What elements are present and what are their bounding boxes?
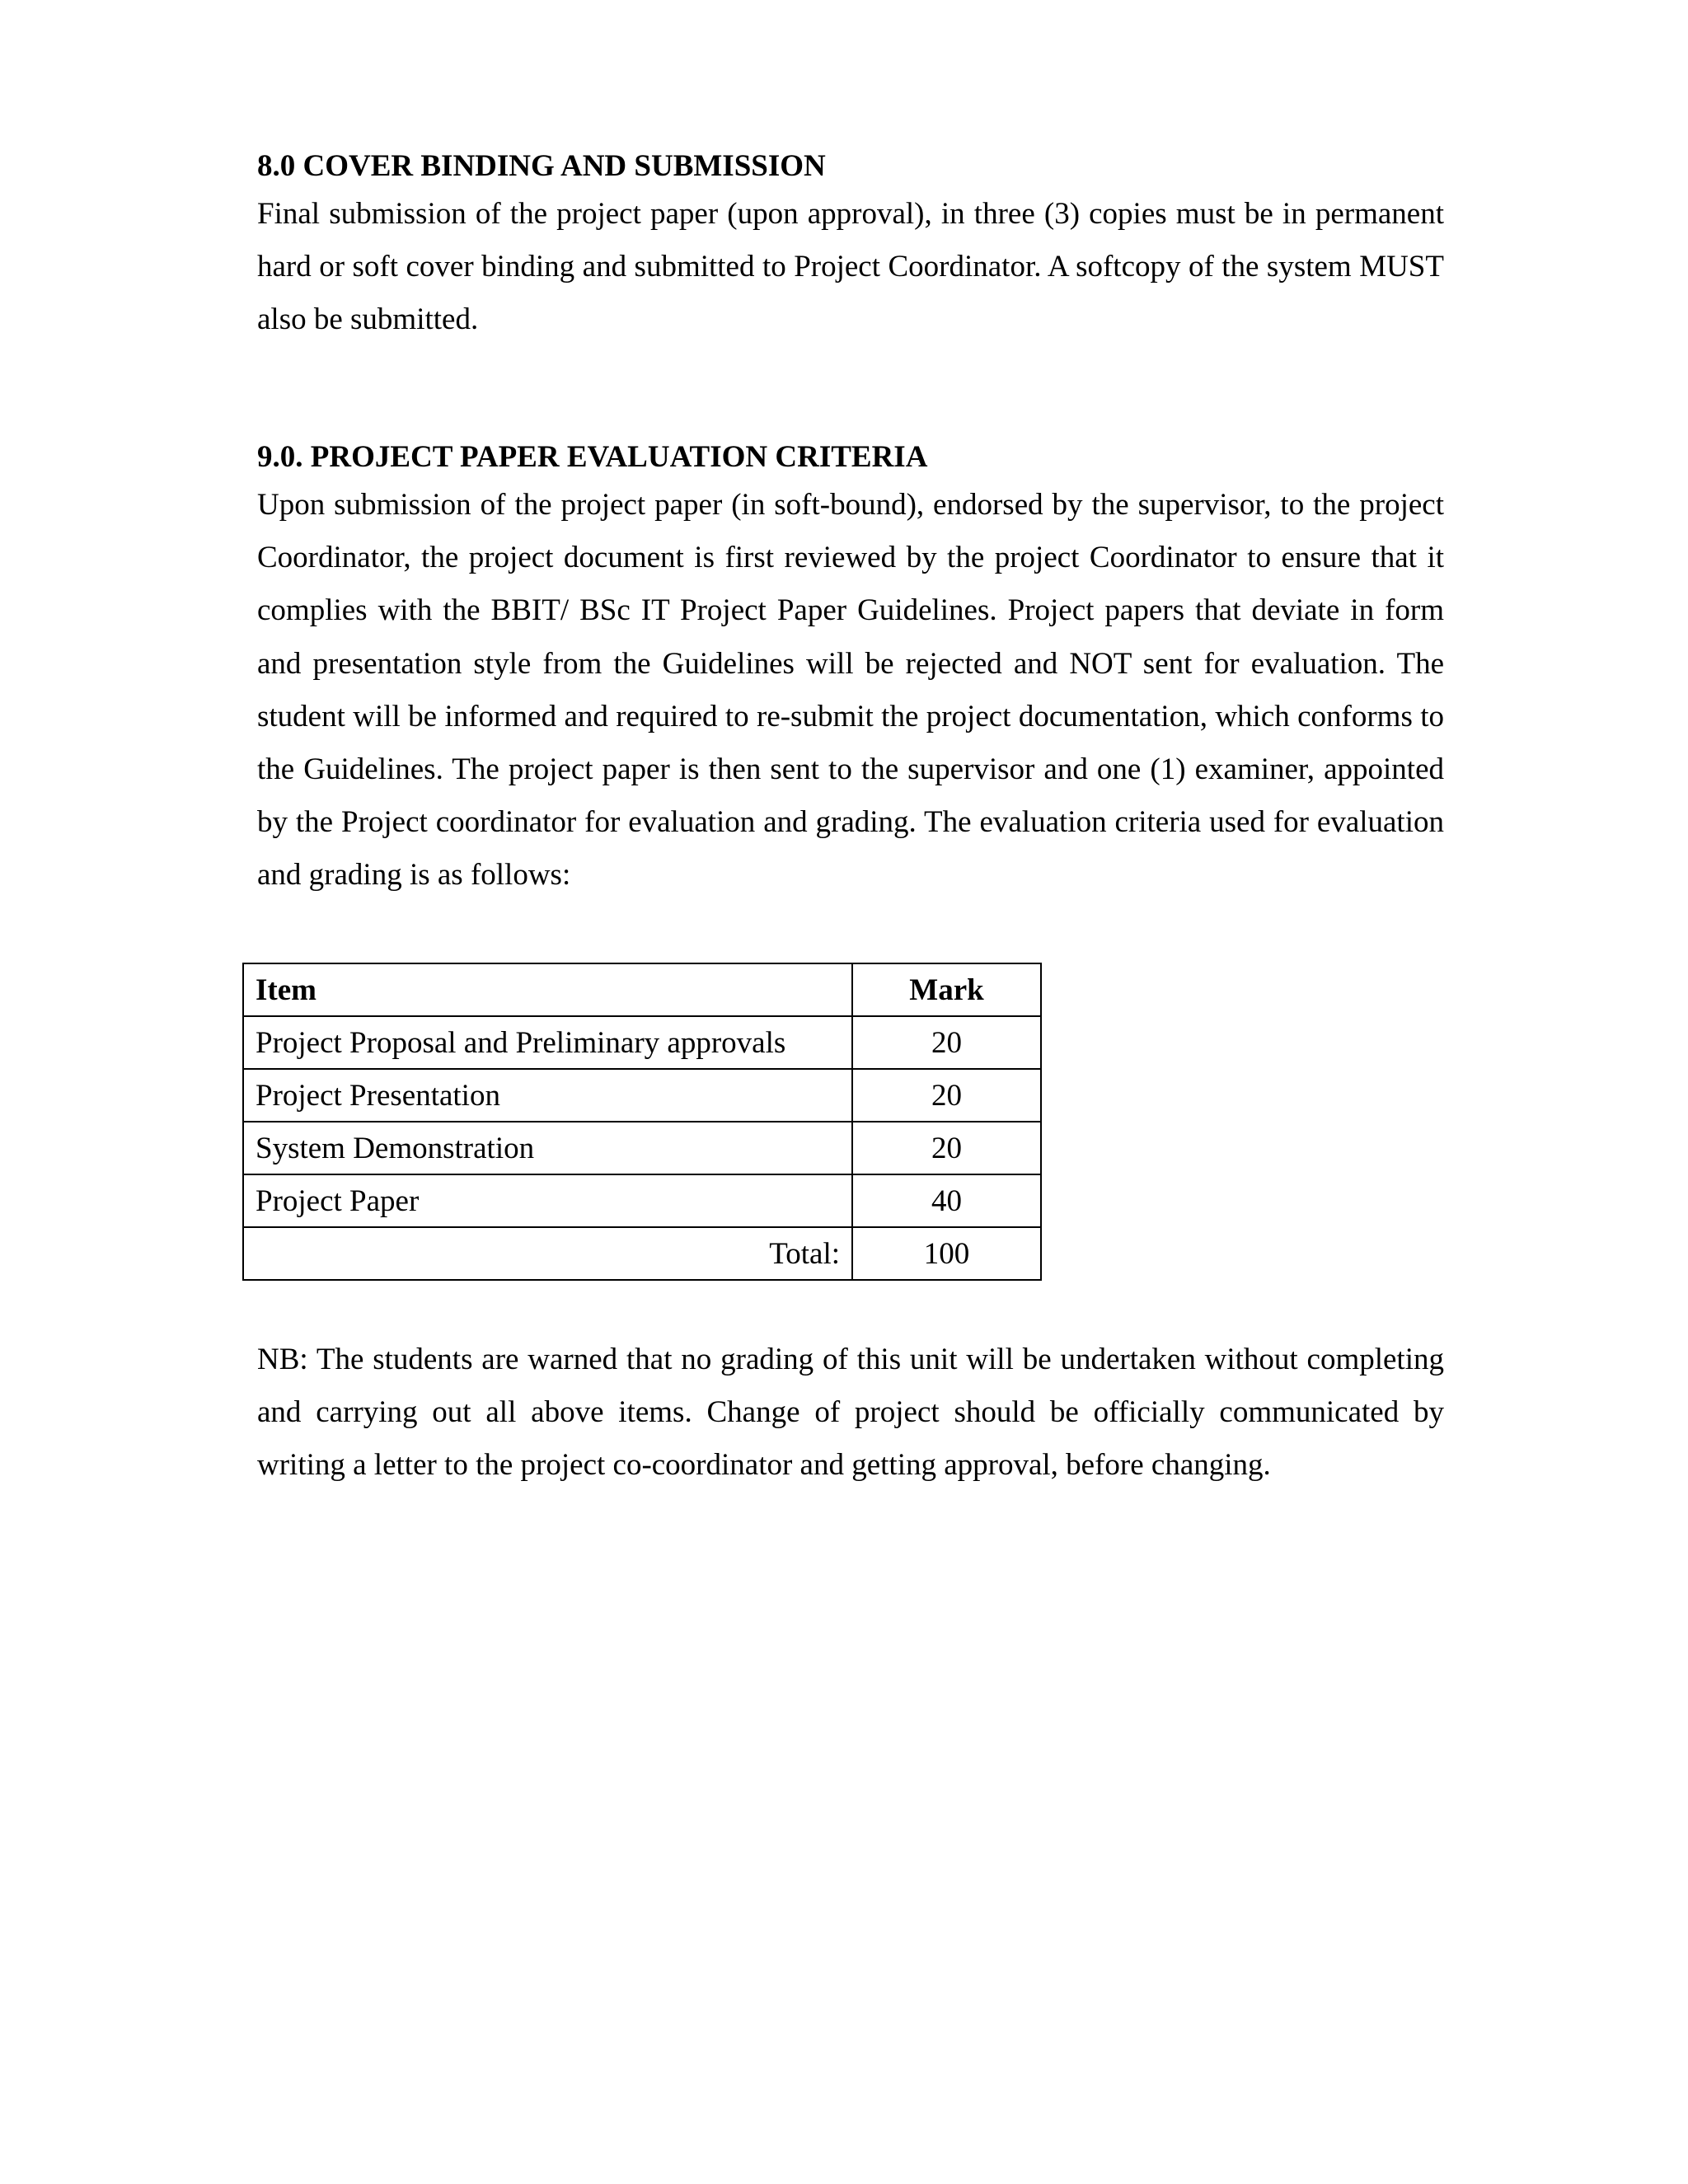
row-mark: 20	[852, 1122, 1041, 1174]
total-value: 100	[852, 1227, 1041, 1280]
evaluation-criteria-table	[242, 963, 1042, 1281]
table-header-row	[243, 963, 1041, 1016]
section-8-paragraph: Final submission of the project paper (upon approval), in three (3) copies must be in permanent hard or soft cover binding and submitted to Project Coordinator. A softcopy of the system MUST also be submitted.	[257, 197, 1444, 337]
row-item: Project Paper	[243, 1174, 852, 1227]
total-label: Total:	[243, 1227, 852, 1280]
section-9-paragraph: Upon submission of the project paper (in soft-bound), endorsed by the supervisor, to the project Coordinator, the project document is first reviewed by the project Coordinator to ensure that it complies with the BBIT/ BSc IT Project Paper Guidelines. Project papers that deviate in form and presentation style from the Guidelines will be rejected and NOT sent for evaluation. The student will be informed and required to re-submit the project documentation, which conforms to the Guidelines. The project paper is then sent to the supervisor and one (1) examiner, appointed by the Project coordinator for evaluation and grading. The evaluation criteria used for evaluation and grading is as follows:	[257, 488, 1444, 893]
row-item: Project Proposal and Preliminary approvals	[243, 1016, 852, 1069]
section-9-heading: 9.0. PROJECT PAPER EVALUATION CRITERIA	[257, 440, 928, 474]
header-item: Item	[243, 963, 852, 1016]
header-mark: Mark	[852, 963, 1041, 1016]
table-total-row	[243, 1227, 1041, 1280]
table-row	[243, 1069, 1041, 1122]
section-8-heading: 8.0 COVER BINDING AND SUBMISSION	[257, 149, 826, 183]
row-mark: 20	[852, 1069, 1041, 1122]
table-row	[243, 1122, 1041, 1174]
table-row	[243, 1016, 1041, 1069]
row-item: Project Presentation	[243, 1069, 852, 1122]
row-item: System Demonstration	[243, 1122, 852, 1174]
row-mark: 40	[852, 1174, 1041, 1227]
note-paragraph: NB: The students are warned that no grading of this unit will be undertaken without completing and carrying out all above items. Change of project should be officially communicated by writing a letter to the project co-coordinator and getting approval, before changing.	[257, 1343, 1444, 1483]
table-row	[243, 1174, 1041, 1227]
row-mark: 20	[852, 1016, 1041, 1069]
